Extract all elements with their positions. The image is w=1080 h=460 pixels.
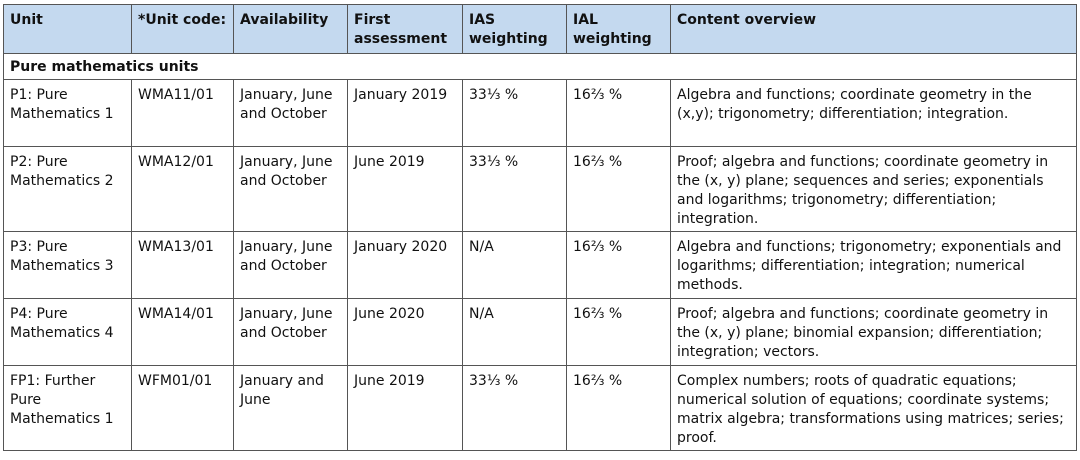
header-ial-weighting: IAL weighting <box>567 5 671 54</box>
header-content-overview: Content overview <box>671 5 1077 54</box>
header-availability: Availability <box>234 5 348 54</box>
header-row <box>4 5 1077 54</box>
ial-weighting-cell: 16⅔ % <box>567 147 671 232</box>
content-overview-cell: Proof; algebra and functions; coordinate geometry in the (x, y) plane; sequences and series; exponentials and logarithms; trigonometry; differentiation; integration. <box>671 147 1077 232</box>
ial-weighting-cell: 16⅔ % <box>567 299 671 366</box>
availability-cell: January, June and October <box>234 232 348 299</box>
unit-code-cell: WFM01/01 <box>132 366 234 451</box>
unit-cell: P3: Pure Mathematics 3 <box>4 232 132 299</box>
unit-code-cell: WMA12/01 <box>132 147 234 232</box>
ias-weighting-cell: N/A <box>463 232 567 299</box>
first-assessment-cell: June 2020 <box>348 299 463 366</box>
ias-weighting-cell: 33⅓ % <box>463 80 567 147</box>
first-assessment-cell: January 2020 <box>348 232 463 299</box>
content-overview-cell: Algebra and functions; trigonometry; exponentials and logarithms; differentiation; integration; numerical methods. <box>671 232 1077 299</box>
header-first-assessment: First assessment <box>348 5 463 54</box>
unit-cell: P1: Pure Mathematics 1 <box>4 80 132 147</box>
content-overview-cell: Proof; algebra and functions; coordinate geometry in the (x, y) plane; binomial expansion; differentiation; integration; vectors. <box>671 299 1077 366</box>
first-assessment-cell: January 2019 <box>348 80 463 147</box>
header-unit: Unit <box>4 5 132 54</box>
unit-cell: P2: Pure Mathematics 2 <box>4 147 132 232</box>
units-table-container <box>3 4 1077 451</box>
ial-weighting-cell: 16⅔ % <box>567 366 671 451</box>
ias-weighting-cell: N/A <box>463 299 567 366</box>
unit-code-cell: WMA11/01 <box>132 80 234 147</box>
header-unit-code: *Unit code: <box>132 5 234 54</box>
header-ias-weighting: IAS weighting <box>463 5 567 54</box>
availability-cell: January, June and October <box>234 147 348 232</box>
unit-code-cell: WMA13/01 <box>132 232 234 299</box>
units-table <box>3 4 1077 451</box>
first-assessment-cell: June 2019 <box>348 147 463 232</box>
table-row <box>4 80 1077 147</box>
ias-weighting-cell: 33⅓ % <box>463 366 567 451</box>
table-row <box>4 366 1077 451</box>
ial-weighting-cell: 16⅔ % <box>567 232 671 299</box>
table-row <box>4 299 1077 366</box>
section-row <box>4 54 1077 80</box>
first-assessment-cell: June 2019 <box>348 366 463 451</box>
availability-cell: January and June <box>234 366 348 451</box>
availability-cell: January, June and October <box>234 299 348 366</box>
content-overview-cell: Algebra and functions; coordinate geometry in the (x,y); trigonometry; differentiation; integration. <box>671 80 1077 147</box>
unit-cell: FP1: Further Pure Mathematics 1 <box>4 366 132 451</box>
table-row <box>4 147 1077 232</box>
table-row <box>4 232 1077 299</box>
availability-cell: January, June and October <box>234 80 348 147</box>
unit-cell: P4: Pure Mathematics 4 <box>4 299 132 366</box>
ial-weighting-cell: 16⅔ % <box>567 80 671 147</box>
unit-code-cell: WMA14/01 <box>132 299 234 366</box>
ias-weighting-cell: 33⅓ % <box>463 147 567 232</box>
section-title: Pure mathematics units <box>4 54 1077 80</box>
content-overview-cell: Complex numbers; roots of quadratic equations; numerical solution of equations; coordinate systems; matrix algebra; transformations using matrices; series; proof. <box>671 366 1077 451</box>
